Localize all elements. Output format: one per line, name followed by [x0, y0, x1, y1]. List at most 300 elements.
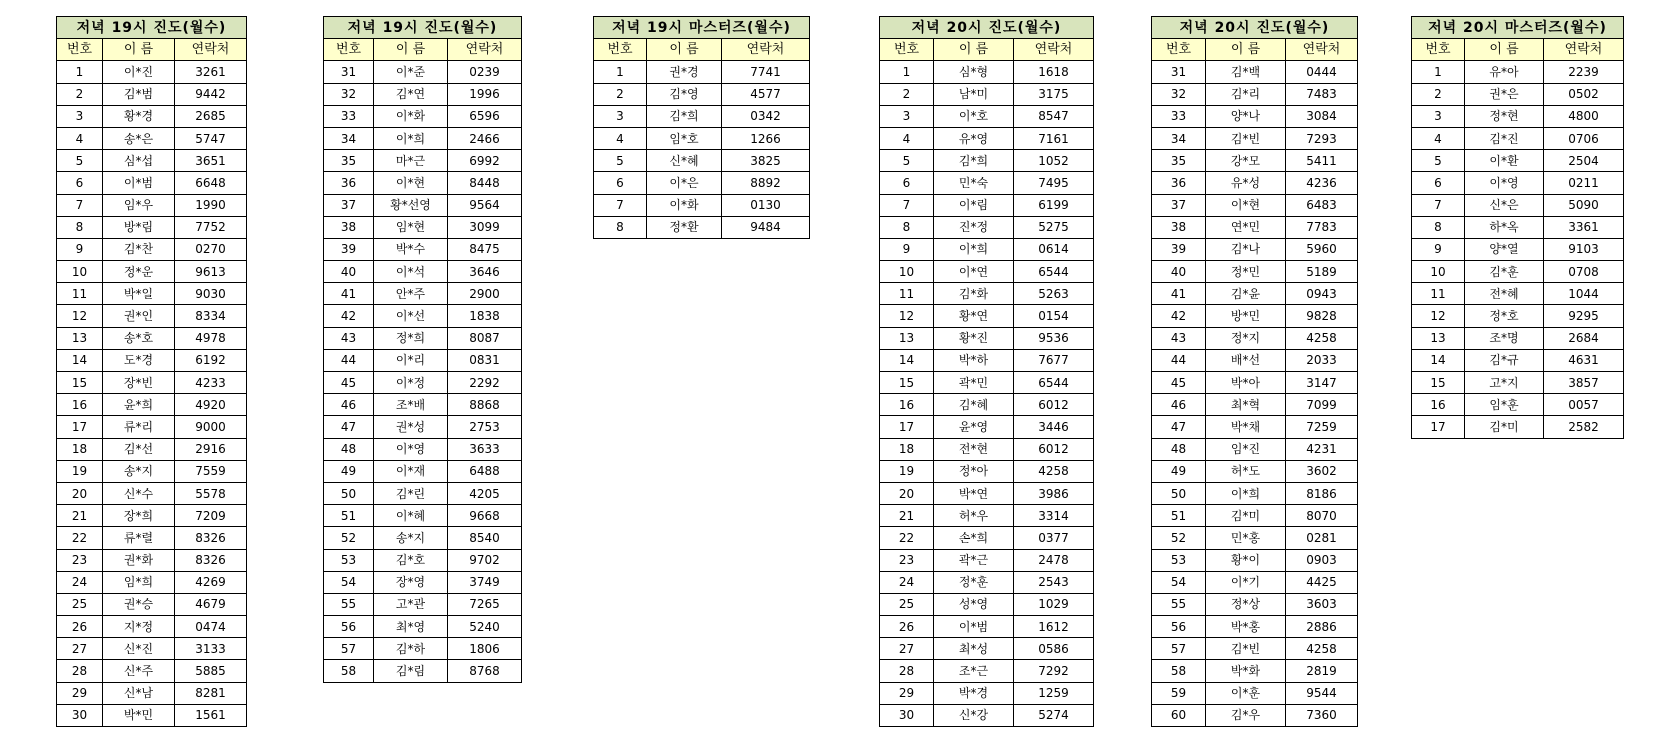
cell-name: 황*연 — [934, 305, 1014, 327]
table-row — [1152, 482, 1358, 504]
table-row — [1152, 416, 1358, 438]
table-row — [880, 61, 1094, 83]
cell-number: 1 — [1412, 61, 1465, 83]
cell-name: 윤*희 — [103, 394, 175, 416]
cell-name: 김*규 — [1465, 349, 1544, 371]
cell-name: 유*성 — [1206, 172, 1286, 194]
table-row — [57, 394, 247, 416]
cell-name: 조*근 — [934, 660, 1014, 682]
cell-contact: 3749 — [448, 571, 522, 593]
header-contact: 연락처 — [1286, 39, 1358, 61]
cell-name: 정*상 — [1206, 593, 1286, 615]
table-row — [880, 216, 1094, 238]
table-row — [324, 660, 522, 682]
cell-name: 신*진 — [103, 638, 175, 660]
table-row — [57, 61, 247, 83]
cell-name: 이*훈 — [1206, 682, 1286, 704]
cell-name: 지*정 — [103, 616, 175, 638]
cell-contact: 0211 — [1544, 172, 1624, 194]
cell-number: 9 — [1412, 238, 1465, 260]
cell-number: 51 — [324, 505, 374, 527]
cell-contact: 2819 — [1286, 660, 1358, 682]
cell-contact: 3261 — [175, 61, 247, 83]
cell-name: 임*호 — [647, 127, 722, 149]
cell-name: 고*지 — [1465, 372, 1544, 394]
cell-number: 12 — [880, 305, 934, 327]
table-row — [880, 660, 1094, 682]
table-row — [1152, 261, 1358, 283]
cell-contact: 5747 — [175, 127, 247, 149]
cell-contact: 4577 — [722, 83, 810, 105]
cell-name: 김*림 — [374, 660, 448, 682]
cell-number: 51 — [1152, 505, 1206, 527]
table-row — [57, 438, 247, 460]
table-row — [1152, 238, 1358, 260]
cell-number: 24 — [880, 571, 934, 593]
cell-contact: 1266 — [722, 127, 810, 149]
table-row — [1152, 549, 1358, 571]
cell-number: 49 — [1152, 460, 1206, 482]
cell-name: 강*모 — [1206, 150, 1286, 172]
cell-number: 41 — [324, 283, 374, 305]
table-row — [1152, 438, 1358, 460]
cell-number: 8 — [880, 216, 934, 238]
table-row — [324, 216, 522, 238]
table-row — [880, 527, 1094, 549]
table-row — [1412, 238, 1624, 260]
cell-number: 55 — [324, 593, 374, 615]
table-row — [880, 438, 1094, 460]
table-row — [1152, 660, 1358, 682]
cell-number: 11 — [57, 283, 103, 305]
cell-name: 김*찬 — [103, 238, 175, 260]
cell-number: 34 — [324, 127, 374, 149]
cell-contact: 4258 — [1286, 638, 1358, 660]
cell-number: 57 — [1152, 638, 1206, 660]
cell-number: 40 — [324, 261, 374, 283]
cell-contact: 9484 — [722, 216, 810, 238]
cell-number: 41 — [1152, 283, 1206, 305]
table-row — [1152, 593, 1358, 615]
roster-table — [879, 16, 1094, 727]
cell-name: 정*훈 — [934, 571, 1014, 593]
table-row — [1152, 394, 1358, 416]
cell-name: 진*정 — [934, 216, 1014, 238]
cell-contact: 2478 — [1014, 549, 1094, 571]
table-row — [1152, 527, 1358, 549]
table-row — [1152, 327, 1358, 349]
cell-name: 손*희 — [934, 527, 1014, 549]
cell-contact: 2582 — [1544, 416, 1624, 438]
cell-number: 33 — [1152, 105, 1206, 127]
cell-contact: 7259 — [1286, 416, 1358, 438]
table-row — [57, 505, 247, 527]
table-title: 저녁 19시 진도(월수) — [324, 17, 522, 39]
cell-name: 이*희 — [934, 238, 1014, 260]
cell-number: 38 — [324, 216, 374, 238]
cell-number: 30 — [57, 704, 103, 726]
cell-contact: 6012 — [1014, 438, 1094, 460]
cell-name: 이*환 — [1465, 150, 1544, 172]
cell-contact: 7559 — [175, 460, 247, 482]
cell-number: 3 — [1412, 105, 1465, 127]
cell-name: 권*승 — [103, 593, 175, 615]
table-row — [1152, 372, 1358, 394]
cell-name: 김*윤 — [1206, 283, 1286, 305]
table-row — [880, 372, 1094, 394]
cell-contact: 8547 — [1014, 105, 1094, 127]
cell-contact: 4978 — [175, 327, 247, 349]
cell-contact: 0502 — [1544, 83, 1624, 105]
table-row — [57, 83, 247, 105]
cell-name: 허*우 — [934, 505, 1014, 527]
cell-number: 1 — [880, 61, 934, 83]
table-row — [1412, 216, 1624, 238]
cell-contact: 7292 — [1014, 660, 1094, 682]
cell-contact: 3602 — [1286, 460, 1358, 482]
header-row — [594, 39, 810, 61]
cell-name: 이*연 — [934, 261, 1014, 283]
cell-name: 이*화 — [374, 105, 448, 127]
cell-contact: 2239 — [1544, 61, 1624, 83]
cell-name: 황*경 — [103, 105, 175, 127]
table-row — [880, 571, 1094, 593]
cell-contact: 7495 — [1014, 172, 1094, 194]
table-row — [594, 127, 810, 149]
table-row — [1412, 261, 1624, 283]
cell-contact: 9536 — [1014, 327, 1094, 349]
cell-contact: 3633 — [448, 438, 522, 460]
cell-number: 50 — [1152, 482, 1206, 504]
cell-contact: 4679 — [175, 593, 247, 615]
cell-contact: 0831 — [448, 349, 522, 371]
cell-name: 임*희 — [103, 571, 175, 593]
cell-contact: 3084 — [1286, 105, 1358, 127]
cell-contact: 5090 — [1544, 194, 1624, 216]
cell-contact: 0474 — [175, 616, 247, 638]
cell-number: 20 — [880, 482, 934, 504]
cell-name: 성*영 — [934, 593, 1014, 615]
cell-name: 임*우 — [103, 194, 175, 216]
cell-name: 임*현 — [374, 216, 448, 238]
cell-name: 류*리 — [103, 416, 175, 438]
cell-name: 이*진 — [103, 61, 175, 83]
cell-contact: 8326 — [175, 527, 247, 549]
cell-name: 이*범 — [934, 616, 1014, 638]
table-row — [880, 616, 1094, 638]
cell-contact: 4269 — [175, 571, 247, 593]
table-row — [57, 283, 247, 305]
cell-number: 6 — [594, 172, 647, 194]
table-row — [324, 416, 522, 438]
cell-contact: 4205 — [448, 482, 522, 504]
table-row — [324, 460, 522, 482]
table-row — [594, 194, 810, 216]
table-row — [880, 172, 1094, 194]
table-row — [1152, 460, 1358, 482]
table-row — [57, 327, 247, 349]
cell-contact: 4233 — [175, 372, 247, 394]
table-row — [1152, 283, 1358, 305]
cell-number: 43 — [1152, 327, 1206, 349]
cell-number: 6 — [880, 172, 934, 194]
cell-number: 27 — [57, 638, 103, 660]
cell-name: 조*명 — [1465, 327, 1544, 349]
cell-number: 5 — [880, 150, 934, 172]
cell-name: 이*영 — [374, 438, 448, 460]
table-row — [324, 349, 522, 371]
cell-name: 민*홍 — [1206, 527, 1286, 549]
table-row — [880, 150, 1094, 172]
cell-number: 28 — [880, 660, 934, 682]
cell-number: 32 — [324, 83, 374, 105]
cell-number: 9 — [57, 238, 103, 260]
cell-number: 7 — [594, 194, 647, 216]
cell-contact: 3603 — [1286, 593, 1358, 615]
cell-name: 권*은 — [1465, 83, 1544, 105]
cell-name: 송*은 — [103, 127, 175, 149]
cell-name: 이*희 — [1206, 482, 1286, 504]
cell-contact: 2684 — [1544, 327, 1624, 349]
roster-table — [323, 16, 522, 683]
table-row — [57, 616, 247, 638]
cell-contact: 1612 — [1014, 616, 1094, 638]
cell-name: 이*현 — [374, 172, 448, 194]
cell-number: 56 — [324, 616, 374, 638]
table-row — [1152, 305, 1358, 327]
cell-number: 31 — [1152, 61, 1206, 83]
table-row — [880, 327, 1094, 349]
cell-contact: 4800 — [1544, 105, 1624, 127]
cell-name: 이*호 — [934, 105, 1014, 127]
cell-name: 양*나 — [1206, 105, 1286, 127]
cell-number: 16 — [57, 394, 103, 416]
cell-number: 12 — [57, 305, 103, 327]
cell-contact: 6012 — [1014, 394, 1094, 416]
table-row — [324, 527, 522, 549]
cell-contact: 0614 — [1014, 238, 1094, 260]
cell-contact: 2753 — [448, 416, 522, 438]
cell-contact: 5274 — [1014, 704, 1094, 726]
cell-name: 박*경 — [934, 682, 1014, 704]
cell-number: 45 — [324, 372, 374, 394]
table-row — [57, 261, 247, 283]
cell-contact: 5578 — [175, 482, 247, 504]
cell-name: 김*나 — [1206, 238, 1286, 260]
cell-name: 김*혜 — [934, 394, 1014, 416]
cell-name: 김*빈 — [1206, 127, 1286, 149]
cell-number: 26 — [880, 616, 934, 638]
cell-number: 2 — [1412, 83, 1465, 105]
cell-contact: 2886 — [1286, 616, 1358, 638]
cell-contact: 9030 — [175, 283, 247, 305]
header-row — [1412, 39, 1624, 61]
cell-number: 44 — [1152, 349, 1206, 371]
cell-number: 21 — [57, 505, 103, 527]
cell-name: 도*경 — [103, 349, 175, 371]
cell-contact: 0342 — [722, 105, 810, 127]
cell-contact: 1838 — [448, 305, 522, 327]
table-row — [57, 349, 247, 371]
cell-name: 정*지 — [1206, 327, 1286, 349]
cell-name: 류*렬 — [103, 527, 175, 549]
cell-contact: 6648 — [175, 172, 247, 194]
cell-number: 14 — [1412, 349, 1465, 371]
cell-name: 권*경 — [647, 61, 722, 83]
cell-number: 48 — [324, 438, 374, 460]
cell-name: 심*형 — [934, 61, 1014, 83]
cell-name: 안*주 — [374, 283, 448, 305]
cell-contact: 7783 — [1286, 216, 1358, 238]
cell-number: 46 — [1152, 394, 1206, 416]
cell-name: 장*영 — [374, 571, 448, 593]
cell-number: 52 — [1152, 527, 1206, 549]
cell-contact: 1806 — [448, 638, 522, 660]
roster-table — [56, 16, 247, 727]
cell-name: 박*화 — [1206, 660, 1286, 682]
cell-contact: 3446 — [1014, 416, 1094, 438]
cell-number: 14 — [57, 349, 103, 371]
cell-name: 남*미 — [934, 83, 1014, 105]
table-title: 저녁 19시 진도(월수) — [57, 17, 247, 39]
cell-name: 이*석 — [374, 261, 448, 283]
table-row — [880, 261, 1094, 283]
cell-name: 황*진 — [934, 327, 1014, 349]
cell-number: 4 — [1412, 127, 1465, 149]
cell-name: 정*아 — [934, 460, 1014, 482]
cell-number: 48 — [1152, 438, 1206, 460]
cell-contact: 9828 — [1286, 305, 1358, 327]
cell-number: 17 — [1412, 416, 1465, 438]
cell-number: 15 — [57, 372, 103, 394]
cell-contact: 4258 — [1286, 327, 1358, 349]
table-row — [324, 482, 522, 504]
table-row — [57, 660, 247, 682]
table-row — [880, 505, 1094, 527]
roster-table — [1151, 16, 1358, 727]
cell-number: 53 — [1152, 549, 1206, 571]
cell-contact: 0270 — [175, 238, 247, 260]
cell-contact: 2685 — [175, 105, 247, 127]
cell-number: 30 — [880, 704, 934, 726]
cell-number: 2 — [880, 83, 934, 105]
table-row — [324, 505, 522, 527]
cell-number: 17 — [57, 416, 103, 438]
table-title-row — [880, 17, 1094, 39]
cell-number: 18 — [57, 438, 103, 460]
cell-name: 유*영 — [934, 127, 1014, 149]
cell-contact: 0444 — [1286, 61, 1358, 83]
cell-contact: 3099 — [448, 216, 522, 238]
cell-number: 54 — [1152, 571, 1206, 593]
cell-contact: 8448 — [448, 172, 522, 194]
table-row — [880, 349, 1094, 371]
cell-name: 이*림 — [934, 194, 1014, 216]
cell-contact: 8475 — [448, 238, 522, 260]
table-row — [57, 571, 247, 593]
cell-name: 신*강 — [934, 704, 1014, 726]
table-row — [1412, 305, 1624, 327]
cell-contact: 0586 — [1014, 638, 1094, 660]
table-row — [324, 638, 522, 660]
cell-contact: 1990 — [175, 194, 247, 216]
cell-contact: 6596 — [448, 105, 522, 127]
cell-name: 마*근 — [374, 150, 448, 172]
cell-number: 12 — [1412, 305, 1465, 327]
cell-number: 35 — [324, 150, 374, 172]
cell-name: 정*환 — [647, 216, 722, 238]
cell-contact: 9103 — [1544, 238, 1624, 260]
cell-name: 최*성 — [934, 638, 1014, 660]
cell-contact: 0706 — [1544, 127, 1624, 149]
cell-number: 37 — [1152, 194, 1206, 216]
cell-contact: 8087 — [448, 327, 522, 349]
cell-name: 박*채 — [1206, 416, 1286, 438]
cell-contact: 6192 — [175, 349, 247, 371]
cell-number: 9 — [880, 238, 934, 260]
cell-name: 김*하 — [374, 638, 448, 660]
cell-name: 이*화 — [647, 194, 722, 216]
table-row — [324, 438, 522, 460]
cell-contact: 0239 — [448, 61, 522, 83]
cell-number: 20 — [57, 482, 103, 504]
header-contact: 연락처 — [1544, 39, 1624, 61]
cell-number: 15 — [880, 372, 934, 394]
cell-name: 정*민 — [1206, 261, 1286, 283]
cell-contact: 6544 — [1014, 372, 1094, 394]
table-row — [57, 194, 247, 216]
cell-contact: 8540 — [448, 527, 522, 549]
cell-contact: 5275 — [1014, 216, 1094, 238]
cell-contact: 3147 — [1286, 372, 1358, 394]
cell-number: 14 — [880, 349, 934, 371]
cell-name: 이*준 — [374, 61, 448, 83]
cell-number: 27 — [880, 638, 934, 660]
cell-contact: 9564 — [448, 194, 522, 216]
table-row — [1152, 150, 1358, 172]
table-row — [1412, 172, 1624, 194]
cell-number: 46 — [324, 394, 374, 416]
cell-name: 김*미 — [1465, 416, 1544, 438]
table-title: 저녁 20시 진도(월수) — [1152, 17, 1358, 39]
table-row — [594, 216, 810, 238]
cell-number: 33 — [324, 105, 374, 127]
cell-name: 이*혜 — [374, 505, 448, 527]
table-row — [57, 527, 247, 549]
table-row — [324, 283, 522, 305]
table-row — [324, 394, 522, 416]
table-title-row — [324, 17, 522, 39]
cell-name: 김*호 — [374, 549, 448, 571]
cell-contact: 3314 — [1014, 505, 1094, 527]
cell-contact: 1561 — [175, 704, 247, 726]
cell-contact: 8326 — [175, 549, 247, 571]
header-contact: 연락처 — [175, 39, 247, 61]
cell-number: 60 — [1152, 704, 1206, 726]
cell-name: 송*지 — [103, 460, 175, 482]
cell-number: 3 — [594, 105, 647, 127]
table-row — [594, 150, 810, 172]
cell-number: 11 — [880, 283, 934, 305]
table-row — [57, 704, 247, 726]
table-row — [57, 127, 247, 149]
table-row — [324, 83, 522, 105]
cell-number: 10 — [57, 261, 103, 283]
table-row — [57, 416, 247, 438]
cell-contact: 5411 — [1286, 150, 1358, 172]
cell-number: 38 — [1152, 216, 1206, 238]
cell-name: 이*영 — [1465, 172, 1544, 194]
